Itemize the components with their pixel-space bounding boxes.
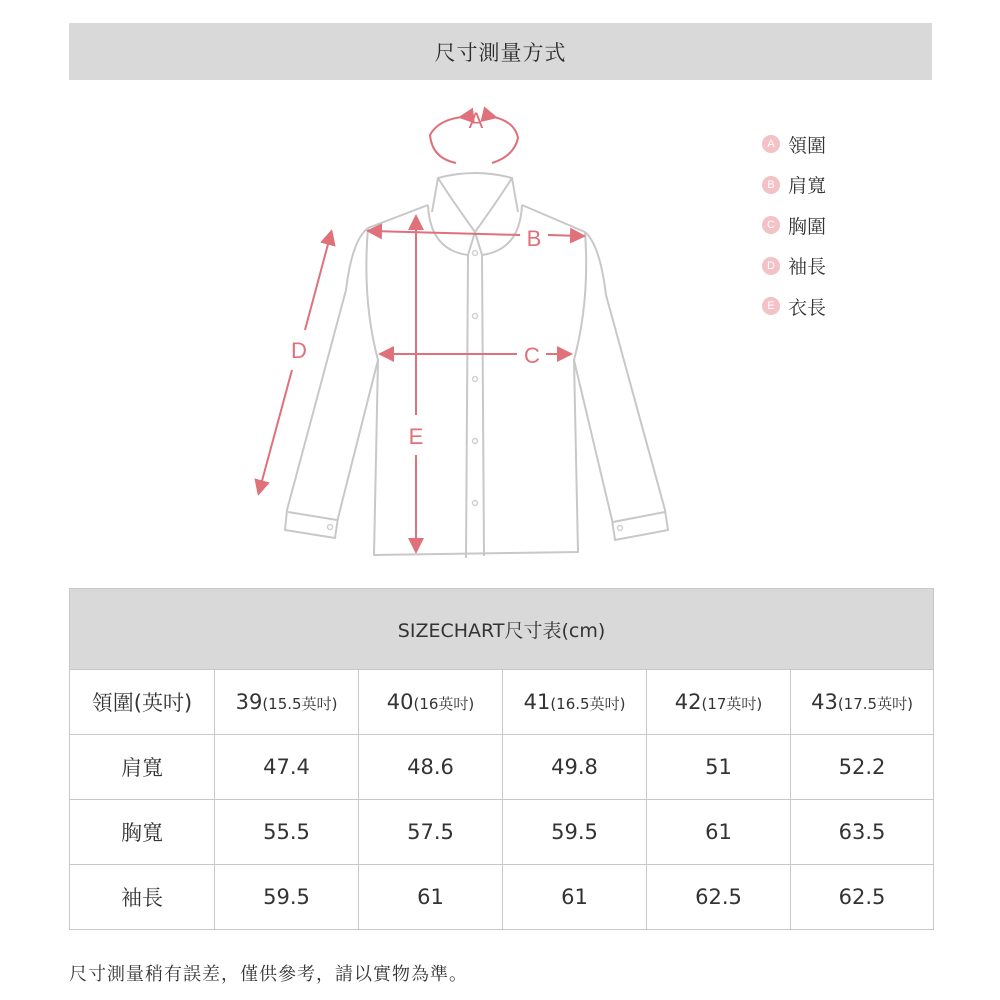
legend-item-collar: [762, 124, 826, 165]
header-cell-size-40: [359, 670, 503, 735]
legend-item-length: [762, 286, 826, 327]
table-cell: 61: [503, 865, 647, 930]
table-cell: 63.5: [791, 800, 934, 865]
legend-badge: C: [762, 216, 780, 234]
header-cell-size-41: [503, 670, 647, 735]
header-cell-collar: [70, 670, 215, 735]
sleeve-measurement-arrow-lower: [259, 370, 292, 492]
header-main: 43: [811, 690, 838, 714]
table-cell: 52.2: [791, 735, 934, 800]
measurement-legend: [762, 124, 826, 327]
disclaimer-note: 尺寸測量稍有誤差，僅供參考，請以實物為準。: [69, 964, 468, 985]
table-cell: 49.8: [503, 735, 647, 800]
shirt-measurement-diagram: [0, 90, 1000, 570]
shirt-buttons: [328, 251, 623, 531]
legend-item-chest: [762, 205, 826, 246]
header-sub: (17.5英吋): [837, 695, 913, 713]
legend-item-shoulder: [762, 165, 826, 206]
table-cell: 62.5: [791, 865, 934, 930]
table-cell: 61: [359, 865, 503, 930]
label-d: D: [291, 338, 307, 363]
row-label: 肩寬: [70, 735, 215, 800]
legend-badge: E: [762, 297, 780, 315]
table-cell: 62.5: [647, 865, 791, 930]
header-cell-size-43: [791, 670, 934, 735]
header-sub: (15.5英吋): [262, 695, 338, 713]
header-main: 領圍(英吋): [91, 691, 193, 715]
header-sub: (16.5英吋): [550, 695, 626, 713]
table-row: [70, 735, 934, 800]
row-label: 袖長: [70, 865, 215, 930]
table-row: [70, 865, 934, 930]
header-cell-size-42: [647, 670, 791, 735]
legend-badge: A: [762, 135, 780, 153]
shoulder-measurement-arrow: [370, 231, 520, 235]
header-main: 41: [523, 690, 551, 714]
table-cell: 57.5: [359, 800, 503, 865]
header-cell-size-39: [215, 670, 359, 735]
table-cell: 47.4: [215, 735, 359, 800]
table-cell: 48.6: [359, 735, 503, 800]
table-row: [70, 800, 934, 865]
sleeve-measurement-arrow-upper: [305, 233, 331, 330]
header-main: 42: [674, 690, 702, 714]
legend-label: 領圍: [788, 134, 827, 157]
size-chart-table: [69, 588, 934, 930]
table-header-row: [70, 670, 934, 735]
measurement-method-banner: [69, 23, 932, 80]
header-sub: (17英吋): [701, 695, 763, 713]
table-cell: 51: [647, 735, 791, 800]
label-e: E: [408, 424, 424, 449]
header-main: 40: [386, 690, 414, 714]
legend-label: 胸圍: [788, 215, 827, 238]
legend-badge: B: [762, 176, 780, 194]
header-main: 39: [235, 690, 263, 714]
table-cell: 59.5: [503, 800, 647, 865]
legend-badge: D: [762, 257, 780, 275]
table-cell: 55.5: [215, 800, 359, 865]
header-sub: (16英吋): [413, 695, 475, 713]
table-cell: 59.5: [215, 865, 359, 930]
legend-label: 肩寬: [788, 175, 827, 198]
legend-label: 衣長: [788, 296, 827, 319]
table-cell: 61: [647, 800, 791, 865]
legend-label: 袖長: [788, 256, 827, 279]
label-a: A: [468, 108, 484, 133]
label-c: C: [524, 343, 540, 368]
row-label: 胸寬: [70, 800, 215, 865]
label-b: B: [526, 226, 542, 251]
measurement-method-title: 尺寸測量方式: [434, 40, 567, 65]
size-chart-caption: SIZECHART尺寸表(cm): [70, 589, 934, 670]
shoulder-measurement-arrow-right: [548, 235, 582, 236]
legend-item-sleeve: [762, 246, 826, 287]
